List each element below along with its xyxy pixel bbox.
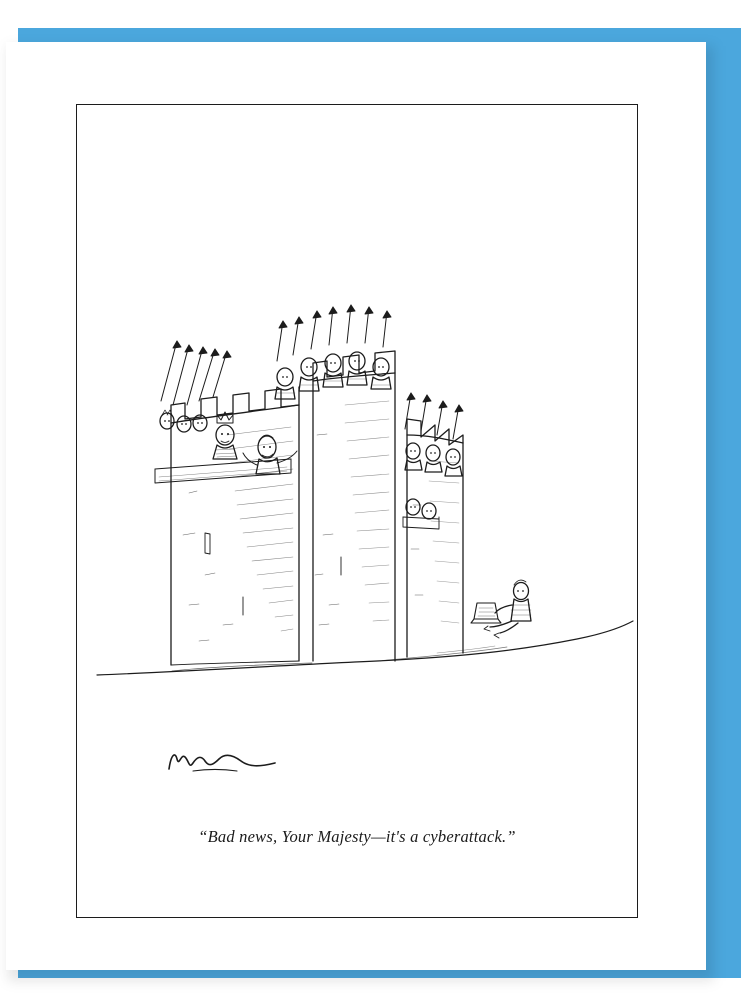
castle-scene-drawing xyxy=(77,105,637,795)
cartoon-artwork xyxy=(77,105,637,795)
cartoon-frame xyxy=(76,104,638,918)
artist-signature xyxy=(163,745,283,779)
hill-ground xyxy=(97,621,633,675)
hacker-figure-group xyxy=(471,580,531,638)
cartoon-caption: “Bad news, Your Majesty—it's a cyberattack.” xyxy=(198,827,516,846)
greeting-card xyxy=(6,42,706,970)
